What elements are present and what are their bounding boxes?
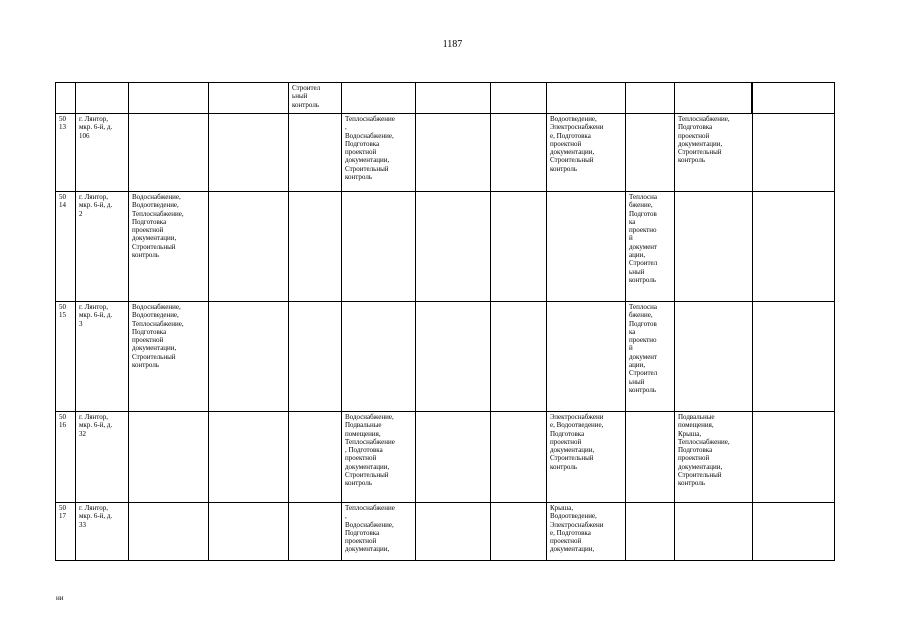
footer-mark: ни: [56, 594, 64, 602]
table-cell: Теплосна бжение, Подготов ка проектно й документ ации, Строител ьный контроль: [626, 192, 675, 302]
table-row: [56, 503, 835, 561]
table-cell: Водоснабжение, Водоотведение, Теплоснабжение, Подготовка проектной документации, Строительный контроль: [129, 192, 209, 302]
table-cell: [753, 503, 835, 561]
table-cell: [416, 83, 491, 114]
row-number: 50 16: [56, 412, 76, 503]
table-cell: Крыша, Водоотведение, Электроснабжени е, Подготовка проектной документации,: [547, 503, 626, 561]
table-cell: [675, 302, 753, 412]
table-cell: [289, 114, 342, 192]
table-cell: [289, 192, 342, 302]
document-table-wrapper: [55, 82, 835, 561]
table-cell: [342, 302, 416, 412]
table-cell: Электроснабжени е, Водоотведение, Подготовка проектной документации, Строительный контроль: [547, 412, 626, 503]
table-cell: Водоснабжение, Водоотведение, Теплоснабжение, Подготовка проектной документации, Строительный контроль: [129, 302, 209, 412]
table-cell: [76, 83, 129, 114]
address-cell: г. Лянтор, мкр. 6-й, д. 2: [76, 192, 129, 302]
table-row: [56, 302, 835, 412]
table-cell: [491, 114, 547, 192]
table-cell: [626, 503, 675, 561]
table-cell: Водоснабжение, Подвальные помещения, Теплоснабжение , Подготовка проектной документации, Строительный контроль: [342, 412, 416, 503]
table-cell: Теплоснабжение, Подготовка проектной документации, Строительный контроль: [675, 114, 753, 192]
row-number: 50 15: [56, 302, 76, 412]
table-cell: [547, 302, 626, 412]
table-cell: [129, 503, 209, 561]
table-cell: [491, 412, 547, 503]
table-cell: [491, 192, 547, 302]
table-cell: Теплосна бжение, Подготов ка проектно й документ ации, Строител ьный контроль: [626, 302, 675, 412]
table-cell: [675, 83, 752, 114]
table-cell: [547, 83, 626, 114]
table-cell: [675, 192, 753, 302]
table-cell: [626, 412, 675, 503]
table-cell: [342, 192, 416, 302]
address-cell: г. Лянтор, мкр. 6-й, д. 32: [76, 412, 129, 503]
table-cell: [289, 302, 342, 412]
table-cell: [753, 192, 835, 302]
repair-works-table: [55, 82, 835, 561]
table-cell: [416, 302, 491, 412]
table-cell: [416, 192, 491, 302]
row-number: 50 14: [56, 192, 76, 302]
table-cell: Строител ьный контроль: [289, 83, 342, 114]
table-cell: [342, 83, 416, 114]
table-cell: [491, 83, 547, 114]
table-cell: [547, 192, 626, 302]
table-body: [56, 83, 835, 561]
table-cell: [753, 83, 835, 114]
address-cell: г. Лянтор, мкр. 6-й, д. 106: [76, 114, 129, 192]
table-cell: [753, 302, 835, 412]
table-cell: [209, 83, 289, 114]
page-number: 1187: [442, 39, 463, 50]
table-cell: [753, 412, 835, 503]
table-row: [56, 114, 835, 192]
address-cell: г. Лянтор, мкр. 6-й, д. 33: [76, 503, 129, 561]
table-cell: [209, 503, 289, 561]
address-cell: г. Лянтор, мкр. 6-й, д. 3: [76, 302, 129, 412]
table-cell: [289, 412, 342, 503]
table-cell: [209, 114, 289, 192]
table-cell: [753, 114, 835, 192]
table-cell: [289, 503, 342, 561]
table-cell: Теплоснабжение , Водоснабжение, Подготовка проектной документации, Строительный контроль: [342, 114, 416, 192]
table-cell: [416, 114, 491, 192]
row-number: 50 13: [56, 114, 76, 192]
table-cell: Водоотведение, Электроснабжени е, Подготовка проектной документации, Строительный контроль: [547, 114, 626, 192]
table-cell: [626, 83, 675, 114]
table-cell: [129, 114, 209, 192]
table-cell: [129, 412, 209, 503]
table-cell: [209, 412, 289, 503]
table-cell: [416, 503, 491, 561]
table-cell: [491, 503, 547, 561]
table-cell: [56, 83, 76, 114]
table-cell: [675, 503, 753, 561]
table-row: [56, 412, 835, 503]
table-header-row: [56, 83, 835, 114]
table-row: [56, 192, 835, 302]
table-cell: [626, 114, 675, 192]
table-cell: [416, 412, 491, 503]
table-cell: [209, 192, 289, 302]
table-cell: [209, 302, 289, 412]
table-cell: [129, 83, 209, 114]
table-cell: Подвальные помещения, Крыша, Теплоснабжение, Подготовка проектной документации, Строительный контроль: [675, 412, 753, 503]
table-cell: Теплоснабжение , Водоснабжение, Подготовка проектной документации,: [342, 503, 416, 561]
row-number: 50 17: [56, 503, 76, 561]
table-cell: [491, 302, 547, 412]
